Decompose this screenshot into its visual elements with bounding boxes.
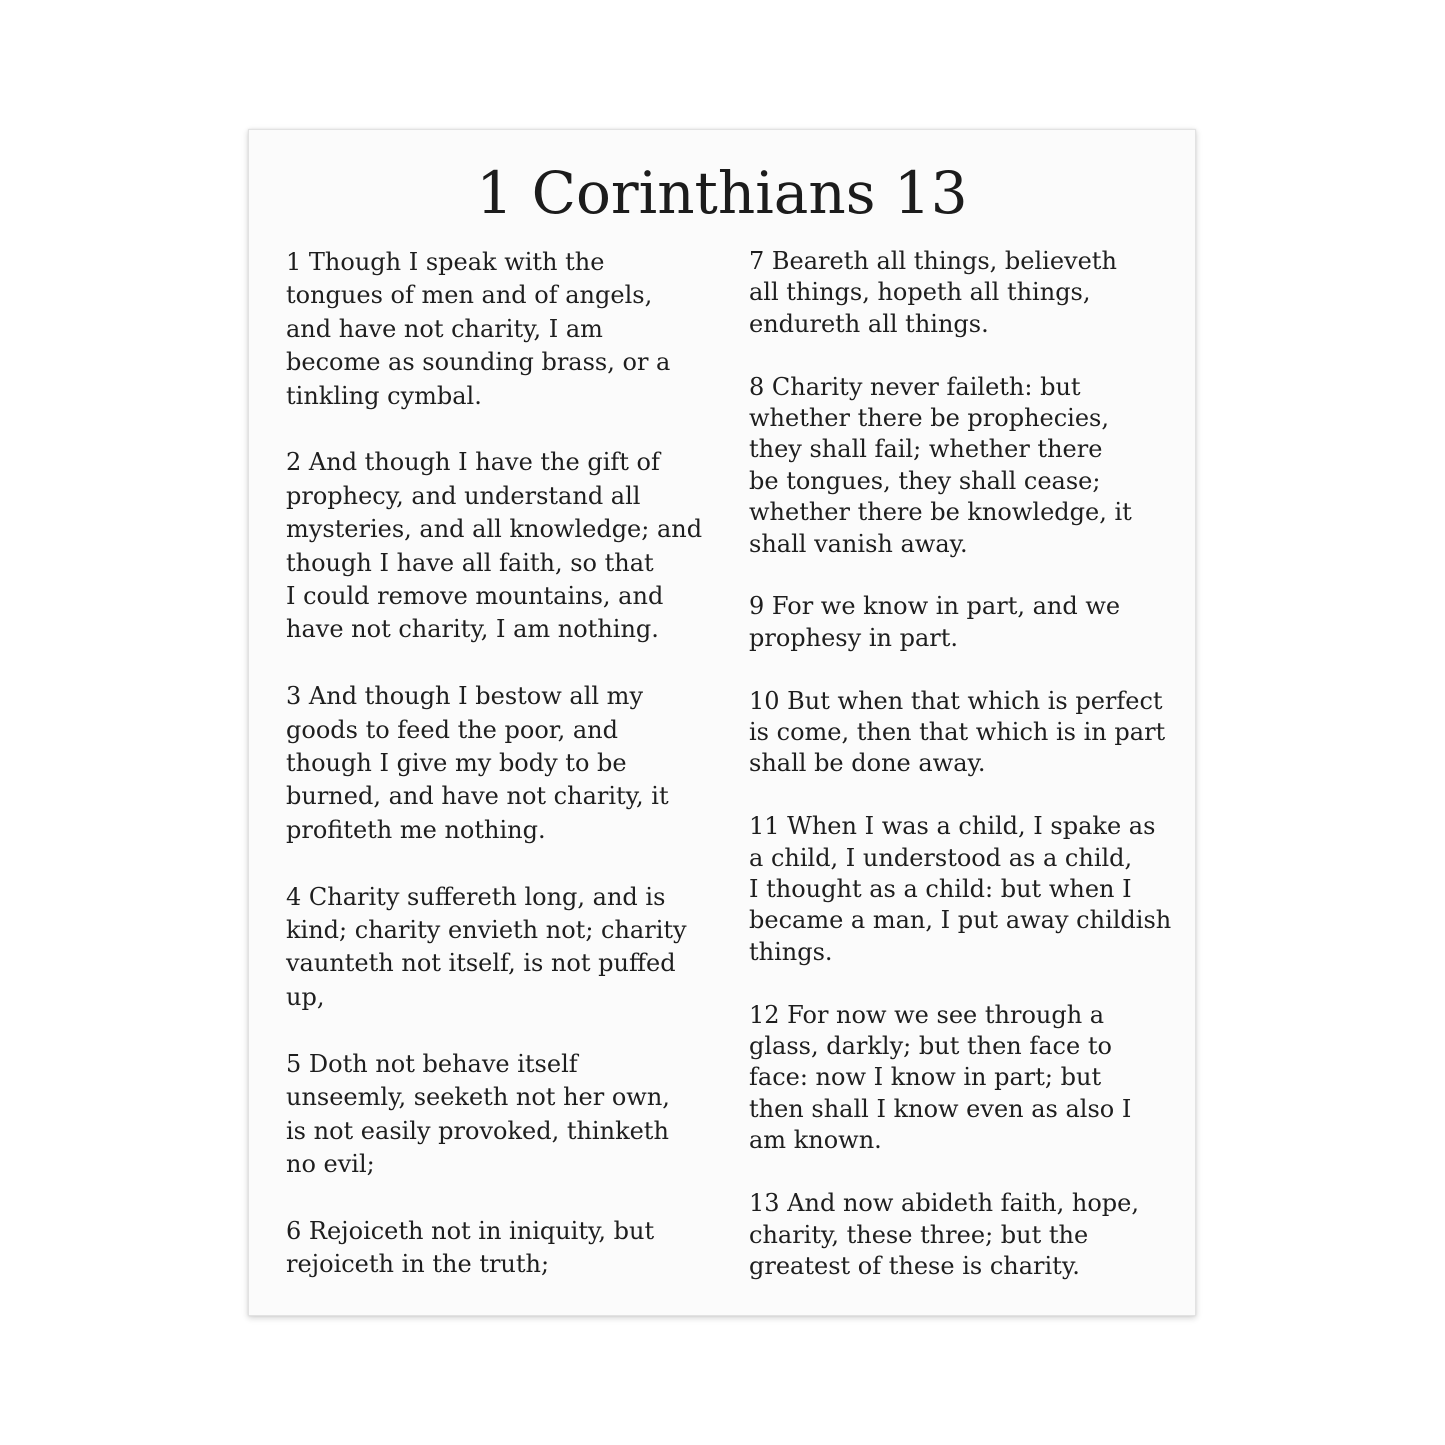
verse-4: 4 Charity suffereth long, and is kind; charity envieth not; charity vaunteth not itself, is not puffed up,	[286, 882, 687, 1011]
verse-6: 6 Rejoiceth not in iniquity, but rejoiceth in the truth;	[286, 1216, 655, 1279]
verse-13: 13 And now abideth faith, hope, charity, these three; but the greatest of these is charity.	[749, 1189, 1139, 1280]
left-column	[286, 246, 706, 1315]
right-column	[749, 246, 1179, 1314]
verse-10: 10 But when that which is perfect is come, then that which is in part shall be done away.	[749, 686, 1166, 778]
verse-7: 7 Beareth all things, believeth all things, hopeth all things, endureth all things.	[749, 247, 1117, 338]
verse-3: 3 And though I bestow all my goods to feed the poor, and though I give my body to be burned, and have not charity, it profiteth me nothing.	[286, 682, 669, 844]
verse-5: 5 Doth not behave itself unseemly, seeketh not her own, is not easily provoked, thinketh no evil;	[286, 1049, 670, 1178]
verse-11: 11 When I was a child, I spake as a child, I understood as a child, I thought as a child: but when I became a man, I put away childish things.	[749, 812, 1172, 966]
canvas-print	[248, 129, 1196, 1316]
verse-9: 9 For we know in part, and we prophesy in part.	[749, 592, 1121, 652]
verse-12: 12 For now we see through a glass, darkly; but then face to face: now I know in part; but then shall I know even as also I am known.	[749, 1000, 1132, 1155]
page-title: 1 Corinthians 13	[476, 159, 968, 227]
verse-1: 1 Though I speak with the tongues of men and of angels, and have not charity, I am become as sounding brass, or a tinkling cymbal.	[286, 248, 671, 410]
verse-8: 8 Charity never faileth: but whether there be prophecies, they shall fail; whether there be tongues, they shall cease; whether there be knowledge, it shall vanish away.	[749, 372, 1132, 558]
verse-2: 2 And though I have the gift of prophecy, and understand all mysteries, and all knowledge; and though I have all faith, so that I could remove mountains, and have not charity, I am nothing.	[286, 448, 703, 644]
